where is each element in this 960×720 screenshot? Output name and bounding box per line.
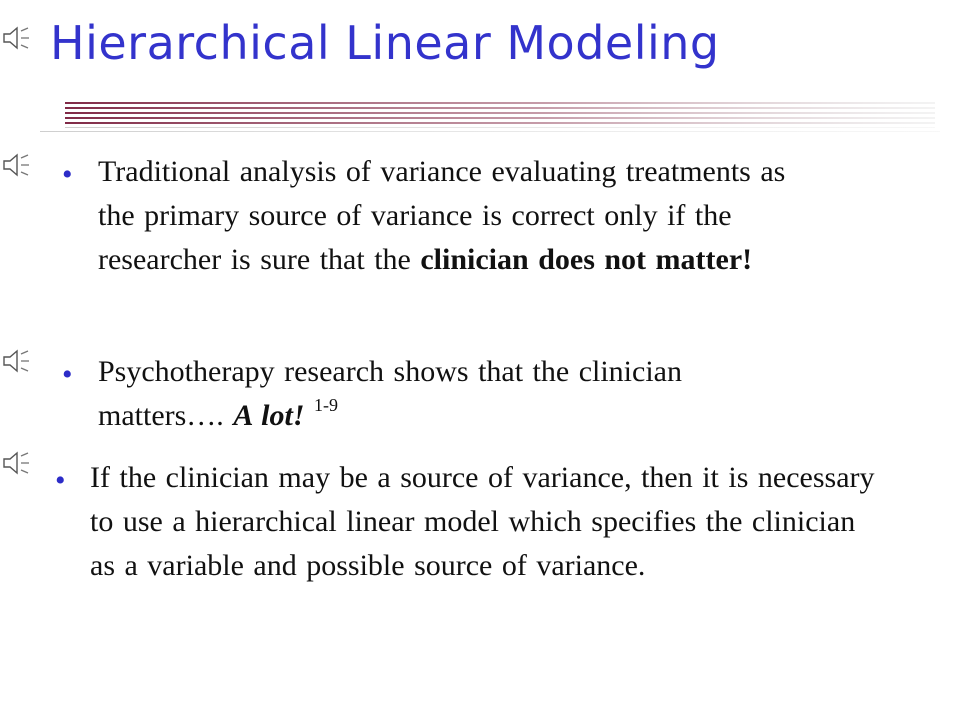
slide-title: Hierarchical Linear Modeling	[50, 16, 720, 70]
bullet-emphasis: clinician does not matter!	[420, 243, 753, 276]
bullet-marker: •	[55, 464, 66, 497]
bullet-text: If the clinician may be a source of variance, then it is necessary to use a hierarchical linear model which specifies the clinician as a variable and possible source of variance.	[90, 461, 875, 582]
bullet-paragraph	[90, 456, 880, 588]
bullet-text: Traditional analysis of variance evaluating treatments as the primary source of variance is correct only if the researcher is sure that the	[98, 155, 786, 276]
bullet-text: Psychotherapy research shows that the clinician matters….	[98, 355, 682, 432]
bullet-emphasis: A lot!	[233, 399, 305, 432]
speaker-icon[interactable]	[2, 152, 32, 178]
bullet-marker: •	[62, 358, 73, 391]
bullet-paragraph	[98, 150, 808, 282]
bullet-paragraph	[98, 350, 798, 438]
speaker-icon[interactable]	[2, 25, 32, 51]
citation-superscript: 1-9	[314, 395, 339, 415]
speaker-icon[interactable]	[2, 450, 32, 476]
title-underline-rule	[40, 100, 960, 136]
speaker-icon[interactable]	[2, 348, 32, 374]
bullet-marker: •	[62, 158, 73, 191]
